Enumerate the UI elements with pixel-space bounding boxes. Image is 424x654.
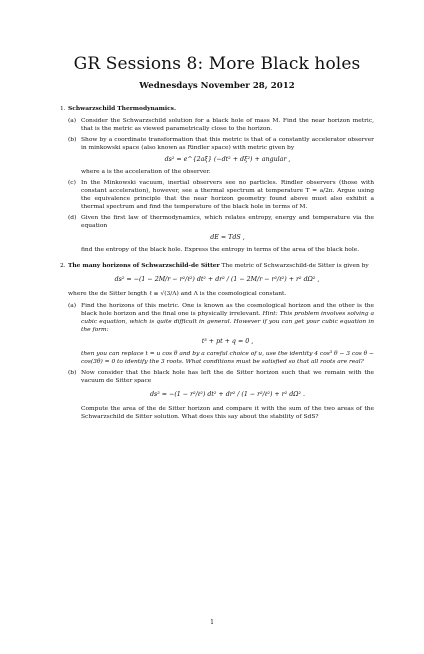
problem-2-part-a: (a) Find the horizons of this metric. One is known as the cosmological horizon and the other is the black hole horizon and the final one is physically irrelevant. Hint: This problem involves solving a cubic equation, which is quite difficult in general. However if you can get your cubic equation in the form: t³ + pt + q = 0 , then you can replace t = u cos θ and by a careful choice of u, use the identity 4 cos³ θ − 3 cos θ − cos(3θ) = 0 to identify the 3 roots. What conditions must be satisfied so that all roots are real? bbox=[68, 303, 375, 365]
problem-1-part-a: (a) Consider the Schwarzschild solution for a black hole of mass M. Find the near horizon metric, that is the metric as viewed parametrically close to the horizon. bbox=[68, 118, 374, 132]
problem-1-part-c: (c) In the Minkowski vacuum, inertial observers see no particles. Rindler observers (those with constant acceleration), however, see a thermal spectrum at temperature T = a/2π. Argue using the equivalence principle that the near horizon geometry found above must also exhibit a thermal spectrum and find the temperature of the black hole in terms of M. bbox=[68, 180, 374, 210]
problem-heading: The many horizons of Schwarzschild-de Sitter bbox=[68, 262, 220, 269]
de-sitter-metric-equation: ds² = −(1 − r²/ℓ²) dt² + dr² / (1 − r²/ℓ²) + r² dΩ² . bbox=[150, 391, 305, 398]
first-law-equation: dE = TdS , bbox=[210, 234, 245, 241]
sds-metric-equation: ds² = −(1 − 2M/r − r²/ℓ²) dt² + dr² / (1 − 2M/r − r²/ℓ²) + r² dΩ² , bbox=[114, 276, 320, 283]
problem-1-part-d: (d) Given the first law of thermodynamics, which relates entropy, energy and temperature via the equation dE = TdS , find the entropy of the black hole. Express the entropy in terms of the area of the black hole. bbox=[68, 215, 374, 253]
problem-2-part-b: (b) Now consider that the black hole has left the de Sitter horizon such that we remain with the vacuum de Sitter space ds² = −(1 − r²/ℓ²) dt² + dr² / (1 − r²/ℓ²) + r² dΩ² . Compute the area of the de Sitter horizon and compare it with the sum of the two areas of the Schwarzschild de Sitter solution. What does this say about the stability of SdS? bbox=[68, 370, 374, 420]
problem-1-part-b: (b) Show by a coordinate transformation that this metric is that of a constantly accelerator observer in minkowski space (also known as Rindler space) with metric given by ds² = e^{2aξ} (−dt² + dξ²) + angular , where a is the acceleration of the observer. bbox=[68, 137, 374, 175]
page bbox=[0, 54, 424, 654]
rindler-metric-equation: ds² = e^{2aξ} (−dt² + dξ²) + angular , bbox=[164, 156, 291, 163]
problem-number: 2. bbox=[60, 263, 66, 269]
page-subtitle: Wednesdays November 28, 2012 bbox=[139, 81, 295, 91]
problem-heading: Schwarzschild Thermodynamics. bbox=[68, 105, 177, 112]
problem-2: 2. The many horizons of Schwarzschild-de Sitter The metric of Schwarzschild-de Sitter is given by ds² = −(1 − 2M/r − r²/ℓ²) dt² + dr² / (1 − 2M/r − r²/ℓ²) + r² dΩ² , where the de Sitter length ℓ ≡ √(3/Λ) and Λ is the cosmological constant. (a) Find the horizons of this metric. One is known as the cosmological horizon and the other is the black hole horizon and the final one is physically irrelevant. Hint: This problem involves solving a cubic equation, which is quite difficult in general. However if you can get your cubic equation in the form: t³ + pt + q = 0 , then you can replace t = u cos θ and by a careful choice of u, use the identity 4 cos³ θ − 3 cos θ − cos(3θ) = 0 to identify the 3 roots. What conditions must be satisfied so that all roots are real? (b) Now consider that the black hole has left the de Sitter horizon such that we remain with the vacuum de Sitter space ds² = −(1 − r²/ℓ²) dt² + dr² / (1 − r²/ℓ²) + r² dΩ² . Compute the area of the de Sitter horizon and compare it with the sum of the two areas of the Schwarzschild de Sitter solution. What does this say about the stability of SdS? bbox=[60, 262, 375, 420]
page-number: 1 bbox=[210, 619, 214, 626]
problem-1 bbox=[60, 105, 374, 254]
cubic-equation: t³ + pt + q = 0 , bbox=[201, 338, 254, 345]
problem-number: 1. bbox=[60, 106, 66, 112]
page-title: GR Sessions 8: More Black holes bbox=[73, 54, 361, 74]
